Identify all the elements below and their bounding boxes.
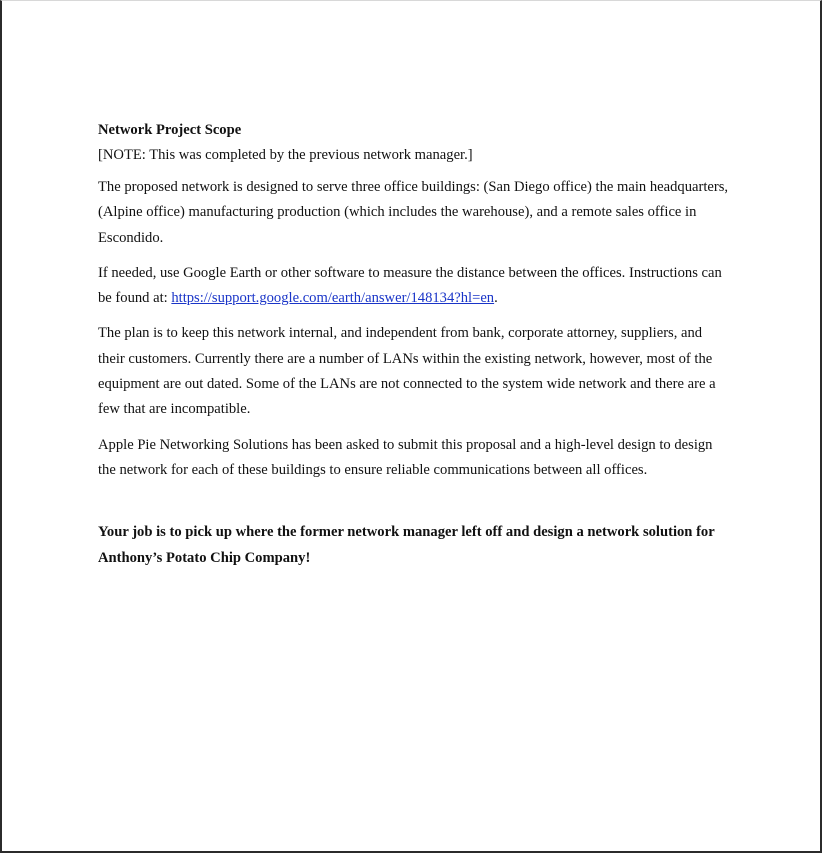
document-title: Network Project Scope <box>98 122 242 138</box>
paragraph-google-earth-text: If needed, use Google Earth or other software to measure the distance between the offices. Instructions can be found at: <box>98 264 722 307</box>
document-content <box>98 122 730 571</box>
paragraph-google-earth-period: . <box>494 290 498 307</box>
google-earth-link[interactable]: https://support.google.com/earth/answer/148134?hl=en <box>171 290 495 307</box>
paragraph-network-plan: The plan is to keep this network internal, and independent from bank, corporate attorney, suppliers, and their customers. Currently there are a number of LANs within the existing network, however, most of the equipment are out dated. Some of the LANs are not connected to the system wide network and there are a few that are incompatible. <box>98 325 716 418</box>
paragraph-google-earth <box>98 261 730 312</box>
paragraph-proposal: Apple Pie Networking Solutions has been asked to submit this proposal and a high-level design to design the network for each of these buildings to ensure reliable communications between all offices. <box>98 436 713 478</box>
job-statement: Your job is to pick up where the former network manager left off and design a network solution for Anthony’s Potato Chip Company! <box>98 524 715 567</box>
paragraph-offices: The proposed network is designed to serve three office buildings: (San Diego office) the main headquarters, (Alpine office) manufacturing production (which includes the warehouse), and a remote sales office in Escondido. <box>98 179 729 246</box>
note-line: [NOTE: This was completed by the previous network manager.] <box>98 147 473 163</box>
